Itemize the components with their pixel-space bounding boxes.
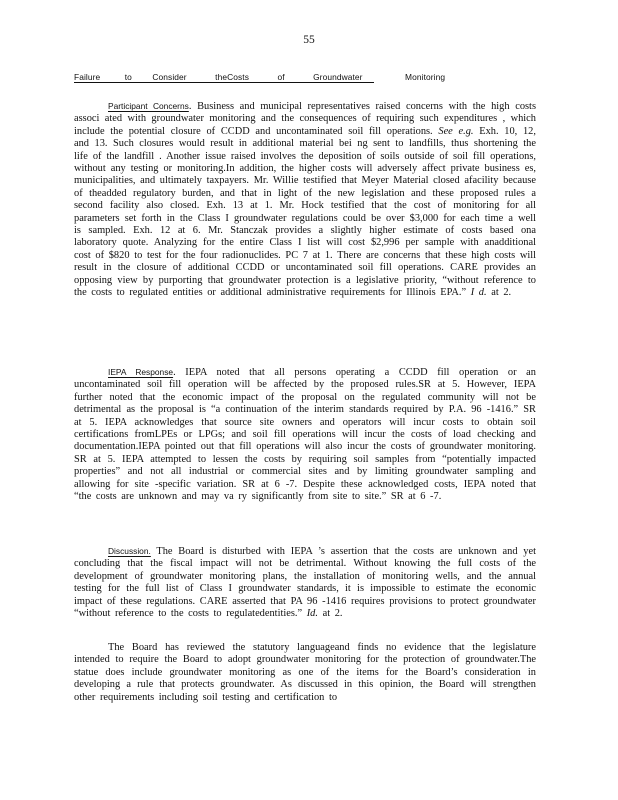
paragraph-text: at 2. bbox=[322, 608, 343, 620]
paragraph-text: . Business and municipal representatives raised concerns with the high costs associ ated with groundwater monitoring and the consequences of requiring such expenditures , which include the potential closure of CCDD and uncontaminated soil fill operations. bbox=[74, 101, 536, 137]
heading-word: Consider bbox=[152, 72, 187, 82]
page-number: 55 bbox=[303, 34, 315, 46]
paragraph-text: . IEPA noted that all persons operating a CCDD fill operation or an uncontaminated soil fill operation will be affected by the proposed rules.SR at 5. However, IEPA further noted that the economic impact of the proposal on the regulated community will not be detrimental as the proposal is “a continuation of the interim standards required by P.A. 96 -1416.” SR at 5. IEPA acknowledges that source site owners and operators will incur costs to obtain soil certifications fromLPEs or LPGs; and soil fill operations will incur the costs of load checking and documentation.IEPA pointed out that fill operations will also incur the costs of groundwater monitoring. SR at 5. IEPA attempted to lessen the costs by requiring soil samples from “potentially impacted properties” and not all industrial or commercial sites and by limiting groundwater sampling and allowing for site -specific variation. SR at 6 -7. Despite these acknowledged costs, IEPA noted that “the costs are unknown and may va ry significantly from site to site.” SR at 6 -7. bbox=[74, 367, 536, 503]
paragraph-participant-concerns bbox=[74, 100, 536, 300]
paragraph-text: at 2. bbox=[491, 287, 512, 299]
paragraph-text: Exh. 10, 12, and 13. Such closures would result in additional material bei ng sent to landfills, thus shortening the life of the landfill . Another issue raised involves the deposition of soils outside of soil fill operations, without any testing or monitoring.In addition, the higher costs will adversely affect private business es, municipalities, and ultimately taxpayers. Mr. Willie testified that Meyer Material closed afacility because of theadded regulatory burden, and that in light of the new legislation and these proposed rules a second facility also closed. Exh. 13 at 1. Mr. Hock testified that the cost of monitoring for all parameters set forth in the Class I groundwater regulations could be over $3,000 for each time a well is sampled. Exh. 12 at 6. Mr. Stanczak provides a slightly higher estimate of costs based ona laboratory quote. Analyzing for the entire Class I list will cost $2,996 per sample with anadditional cost of $820 to test for the four radionuclides. PC 7 at 1. There are concerns that these high costs will result in the closure of additional CCDD or uncontaminated soil fill operations. CARE provides an opposing view by purporting that groundwater protection is a legislative priority, “without reference to the costs to regulated entities or additional administrative requirements for Illinois EPA.” bbox=[74, 125, 536, 299]
section-heading bbox=[74, 72, 446, 83]
paragraph-board-review bbox=[74, 642, 536, 704]
heading-word: Failure bbox=[74, 72, 101, 82]
paragraph-text: The Board has reviewed the statutory languageand finds no evidence that the legislature intended to require the Board to adopt groundwater monitoring for the protection of groundwater.The statue does include groundwater monitoring as one of the items for the Board’s consideration in developing a rule that protects groundwater. As discussed in this opinion, the Board will strengthen other requirements including soil testing and certification to bbox=[74, 642, 536, 703]
citation: I d. bbox=[470, 287, 487, 299]
heading-word: of bbox=[277, 72, 285, 82]
paragraph-text: The Board is disturbed with IEPA ’s assertion that the costs are unknown and yet concluding that the fiscal impact will not be detrimental. Without knowing the full costs of the development of groundwater monitoring plans, the installation of monitoring wells, and the annual testing for the full list of Class I groundwater standards, it is impossible to estimate the economic impact of these regulations. CARE asserted that PA 96 -1416 requires provisions to protect groundwater “without reference to the costs to regulatedentities.” bbox=[74, 546, 536, 620]
paragraph-discussion bbox=[74, 545, 536, 620]
paragraph-label: IEPA Response bbox=[108, 367, 174, 377]
citation: Id. bbox=[306, 608, 318, 620]
heading-word: to bbox=[124, 72, 132, 82]
heading-word: Groundwater bbox=[313, 72, 363, 82]
heading-word: theCosts bbox=[215, 72, 249, 82]
citation: See e.g. bbox=[438, 125, 474, 137]
paragraph-iepa-response bbox=[74, 366, 536, 503]
heading-word: Monitoring bbox=[405, 72, 446, 82]
paragraph-label: Discussion. bbox=[108, 546, 151, 556]
paragraph-label: Participant Concerns bbox=[108, 101, 189, 111]
